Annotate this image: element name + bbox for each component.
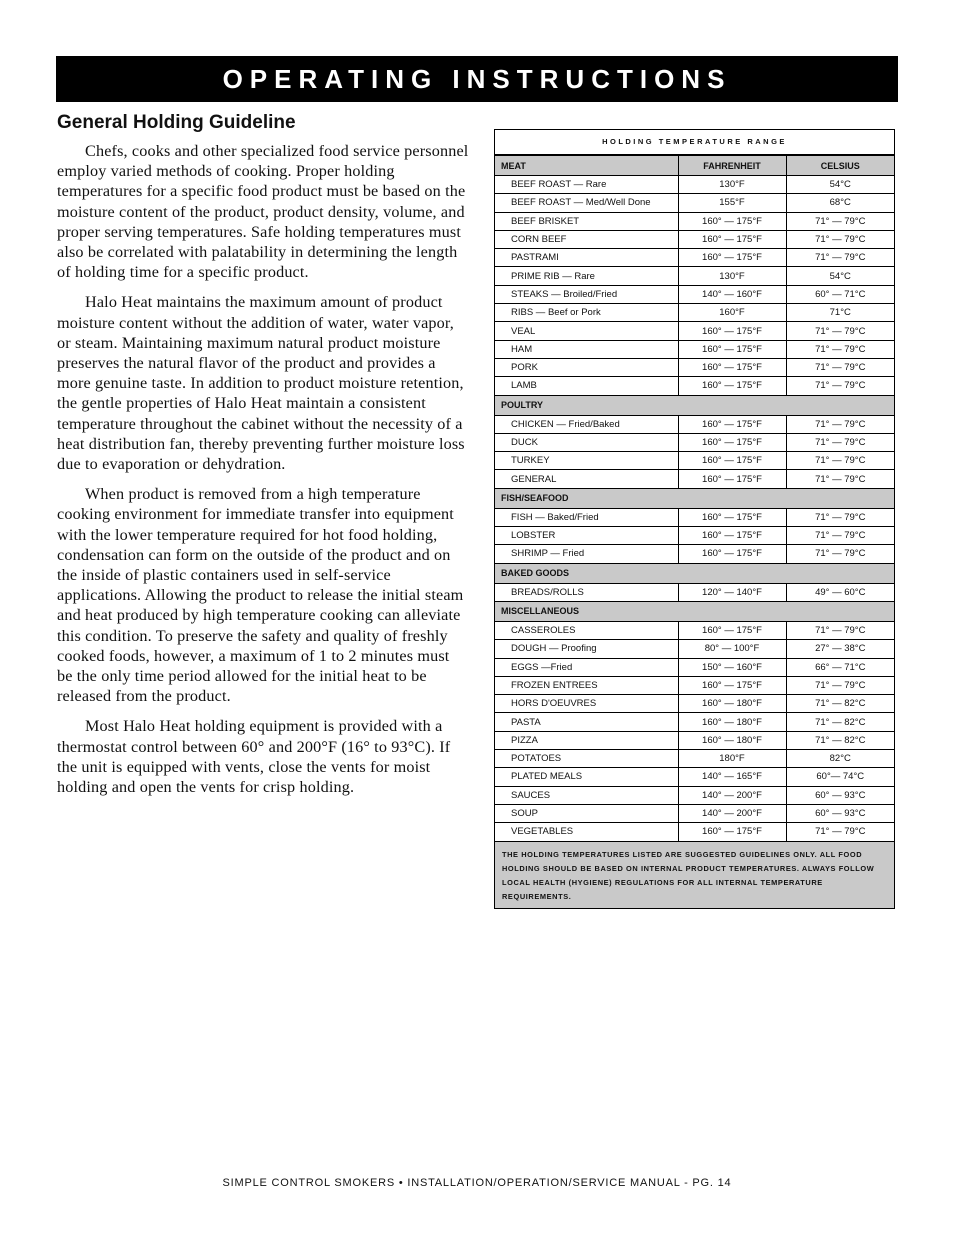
fahrenheit-range: 80° — 100°F <box>678 640 786 658</box>
fahrenheit-range: 160° — 175°F <box>678 676 786 694</box>
table-row <box>495 786 894 804</box>
table-row <box>495 470 894 488</box>
table-row <box>495 658 894 676</box>
table-row <box>495 285 894 303</box>
table-row <box>495 212 894 230</box>
fahrenheit-range: 160° — 175°F <box>678 470 786 488</box>
food-item: CASSEROLES <box>495 621 678 639</box>
fahrenheit-range: 160° — 175°F <box>678 249 786 267</box>
food-item: BREADS/ROLLS <box>495 583 678 601</box>
celsius-range: 71° — 79°C <box>786 230 894 248</box>
table-row <box>495 640 894 658</box>
fahrenheit-range: 140° — 160°F <box>678 285 786 303</box>
table-row <box>495 194 894 212</box>
food-item: PORK <box>495 358 678 376</box>
food-item: PLATED MEALS <box>495 768 678 786</box>
paragraph: When product is removed from a high temperature cooking environment for immediate transfer into equipment with the lower temperature required for hot food holding, condensation can form on the outside of the product and on the inside of plastic containers used in self-service applications. Allowing the product to release the initial steam and heat produced by high temperature cooking can alleviate this condition. To preserve the safety and quality of freshly cooked foods, however, a maximum of 1 to 2 minutes must be the only time period allowed for the initial heat to be released from the product. <box>57 485 464 706</box>
food-item: TURKEY <box>495 452 678 470</box>
paragraph: Most Halo Heat holding equipment is provided with a thermostat control between 60° and 200°F (16° to 93°C). If the unit is equipped with vents, close the vents for moist holding and open the vents for crisp holding. <box>57 717 451 797</box>
fahrenheit-range: 160° — 175°F <box>678 415 786 433</box>
food-item: BEEF BRISKET <box>495 212 678 230</box>
paragraph: Chefs, cooks and other specialized food service personnel employ varied methods of cooking. Proper holding temperatures for a specific food product must be based on the moisture content of the product, product density, volume, and proper serving temperatures. Safe holding temperatures must also be correlated with palatability in determining the length of holding time for a specific product. <box>57 142 469 282</box>
body-text <box>57 141 469 807</box>
table-row <box>495 823 894 841</box>
celsius-range: 71° — 79°C <box>786 415 894 433</box>
column-header-celsius: CELSIUS <box>786 156 894 176</box>
food-item: DOUGH — Proofing <box>495 640 678 658</box>
table-row <box>495 731 894 749</box>
food-item: VEGETABLES <box>495 823 678 841</box>
section-row <box>495 563 894 583</box>
table-row <box>495 621 894 639</box>
fahrenheit-range: 160° — 175°F <box>678 527 786 545</box>
food-item: PRIME RIB — Rare <box>495 267 678 285</box>
table-row <box>495 527 894 545</box>
table-note: THE HOLDING TEMPERATURES LISTED ARE SUGGESTED GUIDELINES ONLY. ALL FOOD HOLDING SHOULD BE BASED ON INTERNAL PRODUCT TEMPERATURES. ALWAYS FOLLOW LOCAL HEALTH (HYGIENE) REGULATIONS FOR ALL INTERNAL TEMPERATURE REQUIREMENTS. <box>495 841 894 908</box>
food-item: BEEF ROAST — Rare <box>495 176 678 194</box>
table-row <box>495 176 894 194</box>
celsius-range: 71° — 79°C <box>786 212 894 230</box>
food-item: SAUCES <box>495 786 678 804</box>
table-row <box>495 583 894 601</box>
table-header-row <box>495 156 894 176</box>
banner-title: OPERATING INSTRUCTIONS <box>222 63 732 94</box>
celsius-range: 71° — 79°C <box>786 340 894 358</box>
food-item: RIBS — Beef or Pork <box>495 304 678 322</box>
table-row <box>495 750 894 768</box>
fahrenheit-range: 140° — 200°F <box>678 786 786 804</box>
food-item: POTATOES <box>495 750 678 768</box>
food-item: FISH — Baked/Fried <box>495 508 678 526</box>
fahrenheit-range: 160° — 175°F <box>678 212 786 230</box>
celsius-range: 68°C <box>786 194 894 212</box>
table-row <box>495 322 894 340</box>
fahrenheit-range: 160° — 175°F <box>678 322 786 340</box>
section-label: BAKED GOODS <box>495 563 894 583</box>
fahrenheit-range: 160° — 175°F <box>678 823 786 841</box>
fahrenheit-range: 160° — 175°F <box>678 433 786 451</box>
fahrenheit-range: 160° — 175°F <box>678 545 786 563</box>
food-item: CHICKEN — Fried/Baked <box>495 415 678 433</box>
celsius-range: 66° — 71°C <box>786 658 894 676</box>
fahrenheit-range: 160° — 180°F <box>678 731 786 749</box>
celsius-range: 71° — 82°C <box>786 695 894 713</box>
fahrenheit-range: 150° — 160°F <box>678 658 786 676</box>
celsius-range: 71° — 79°C <box>786 676 894 694</box>
table-row <box>495 433 894 451</box>
section-label: FISH/SEAFOOD <box>495 488 894 508</box>
page-footer: SIMPLE CONTROL SMOKERS • INSTALLATION/OPERATION/SERVICE MANUAL - PG. 14 <box>222 1177 732 1189</box>
celsius-range: 71° — 79°C <box>786 377 894 395</box>
food-item: HORS D'OEUVRES <box>495 695 678 713</box>
fahrenheit-range: 130°F <box>678 267 786 285</box>
column-header-fahrenheit: FAHRENHEIT <box>678 156 786 176</box>
fahrenheit-range: 160°F <box>678 304 786 322</box>
fahrenheit-range: 160° — 180°F <box>678 713 786 731</box>
table-row <box>495 676 894 694</box>
section-label: MEAT <box>495 156 678 176</box>
food-item: LAMB <box>495 377 678 395</box>
celsius-range: 71° — 79°C <box>786 545 894 563</box>
fahrenheit-range: 160° — 175°F <box>678 508 786 526</box>
paragraph: Halo Heat maintains the maximum amount of product moisture content without the addition of water, water vapor, or steam. Maintaining maximum natural product moisture preserves the natural flavor of the product and provides a more genuine taste. In addition to product moisture retention, the gentle properties of Halo Heat maintain a consistent temperature throughout the cabinet without the necessity of a heat distribution fan, thereby preventing further moisture loss due to evaporation or dehydration. <box>57 293 465 474</box>
fahrenheit-range: 160° — 175°F <box>678 340 786 358</box>
table-title: HOLDING TEMPERATURE RANGE <box>495 130 894 155</box>
food-item: STEAKS — Broiled/Fried <box>495 285 678 303</box>
section-heading: General Holding Guideline <box>57 112 296 133</box>
fahrenheit-range: 140° — 165°F <box>678 768 786 786</box>
page-banner <box>56 56 898 102</box>
table-row <box>495 695 894 713</box>
holding-temperature-table <box>494 129 895 909</box>
celsius-range: 71°C <box>786 304 894 322</box>
food-item: DUCK <box>495 433 678 451</box>
temperature-grid <box>495 155 894 841</box>
fahrenheit-range: 155°F <box>678 194 786 212</box>
food-item: PIZZA <box>495 731 678 749</box>
celsius-range: 71° — 79°C <box>786 470 894 488</box>
food-item: HAM <box>495 340 678 358</box>
section-row <box>495 395 894 415</box>
food-item: CORN BEEF <box>495 230 678 248</box>
food-item: LOBSTER <box>495 527 678 545</box>
fahrenheit-range: 160° — 175°F <box>678 452 786 470</box>
table-row <box>495 249 894 267</box>
table-row <box>495 377 894 395</box>
food-item: GENERAL <box>495 470 678 488</box>
celsius-range: 60° — 93°C <box>786 786 894 804</box>
section-row <box>495 488 894 508</box>
food-item: PASTRAMI <box>495 249 678 267</box>
table-row <box>495 713 894 731</box>
section-row <box>495 601 894 621</box>
celsius-range: 71° — 79°C <box>786 527 894 545</box>
celsius-range: 71° — 79°C <box>786 433 894 451</box>
table-row <box>495 358 894 376</box>
table-row <box>495 304 894 322</box>
food-item: FROZEN ENTREES <box>495 676 678 694</box>
fahrenheit-range: 180°F <box>678 750 786 768</box>
food-item: SOUP <box>495 804 678 822</box>
section-label: MISCELLANEOUS <box>495 601 894 621</box>
celsius-range: 71° — 79°C <box>786 823 894 841</box>
fahrenheit-range: 120° — 140°F <box>678 583 786 601</box>
table-row <box>495 768 894 786</box>
celsius-range: 71° — 79°C <box>786 358 894 376</box>
table-row <box>495 340 894 358</box>
celsius-range: 71° — 79°C <box>786 621 894 639</box>
fahrenheit-range: 160° — 175°F <box>678 377 786 395</box>
food-item: PASTA <box>495 713 678 731</box>
celsius-range: 71° — 82°C <box>786 713 894 731</box>
table-row <box>495 452 894 470</box>
celsius-range: 71° — 79°C <box>786 452 894 470</box>
celsius-range: 82°C <box>786 750 894 768</box>
food-item: BEEF ROAST — Med/Well Done <box>495 194 678 212</box>
celsius-range: 54°C <box>786 176 894 194</box>
table-row <box>495 230 894 248</box>
celsius-range: 71° — 82°C <box>786 731 894 749</box>
food-item: SHRIMP — Fried <box>495 545 678 563</box>
fahrenheit-range: 160° — 175°F <box>678 358 786 376</box>
fahrenheit-range: 130°F <box>678 176 786 194</box>
celsius-range: 71° — 79°C <box>786 249 894 267</box>
celsius-range: 49° — 60°C <box>786 583 894 601</box>
fahrenheit-range: 140° — 200°F <box>678 804 786 822</box>
celsius-range: 60° — 71°C <box>786 285 894 303</box>
fahrenheit-range: 160° — 180°F <box>678 695 786 713</box>
table-row <box>495 508 894 526</box>
section-label: POULTRY <box>495 395 894 415</box>
celsius-range: 27° — 38°C <box>786 640 894 658</box>
fahrenheit-range: 160° — 175°F <box>678 230 786 248</box>
celsius-range: 60° — 93°C <box>786 804 894 822</box>
celsius-range: 71° — 79°C <box>786 508 894 526</box>
celsius-range: 54°C <box>786 267 894 285</box>
celsius-range: 71° — 79°C <box>786 322 894 340</box>
table-row <box>495 804 894 822</box>
table-row <box>495 415 894 433</box>
food-item: EGGS —Fried <box>495 658 678 676</box>
celsius-range: 60°— 74°C <box>786 768 894 786</box>
food-item: VEAL <box>495 322 678 340</box>
fahrenheit-range: 160° — 175°F <box>678 621 786 639</box>
table-row <box>495 545 894 563</box>
table-row <box>495 267 894 285</box>
